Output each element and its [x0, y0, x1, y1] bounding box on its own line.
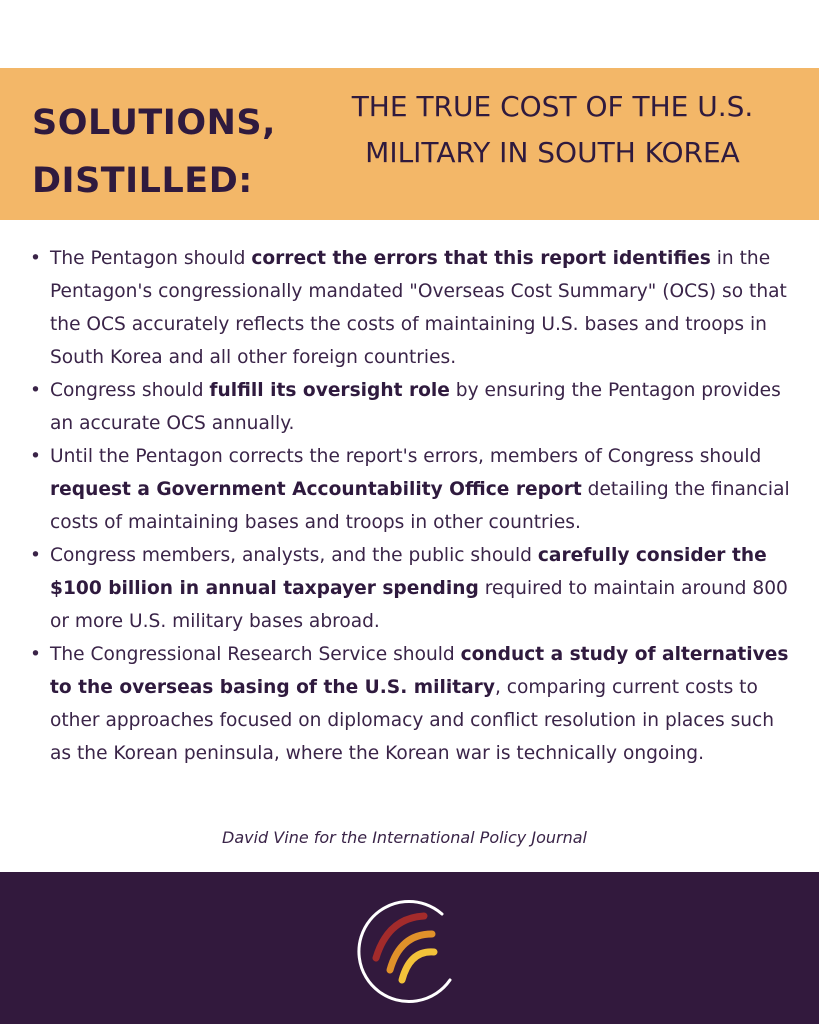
bullet-emphasis: conduct a study of alternatives to the overseas basing of the U.S. military [50, 644, 789, 698]
journal-arc-logo-icon [350, 888, 470, 1008]
list-item [28, 638, 798, 770]
bullet-text: The Pentagon should [50, 248, 252, 269]
banner-subtitle-line1: THE TRUE COST OF THE U.S. [351, 90, 754, 123]
list-item [28, 539, 798, 638]
list-item [28, 242, 798, 374]
bullet-emphasis: carefully consider the $100 billion in annual taxpayer spending [50, 545, 767, 599]
banner-heading [32, 94, 276, 210]
bullet-text: Congress should [50, 380, 210, 401]
banner-heading-line1: SOLUTIONS, [32, 103, 276, 143]
title-banner [0, 68, 819, 220]
bullet-text: The Congressional Research Service should [50, 644, 461, 665]
solutions-list [28, 242, 798, 770]
bullet-text: detailing the financial costs of maintaining bases and troops in other countries. [50, 479, 790, 533]
bullet-text: Until the Pentagon corrects the report's errors, members of Congress should [50, 446, 762, 467]
bullet-text: , comparing current costs to other approaches focused on diplomacy and conflict resolution in places such as the Korean peninsula, where the Korean war is technically ongoing. [50, 677, 775, 764]
bullet-emphasis: request a Government Accountability Office report [50, 479, 582, 500]
banner-subtitle [300, 84, 805, 176]
bullet-text: by ensuring the Pentagon provides an accurate OCS annually. [50, 380, 781, 434]
banner-subtitle-line2: MILITARY IN SOUTH KOREA [365, 136, 740, 169]
author-credit: David Vine for the International Policy Journal [222, 828, 587, 847]
list-item [28, 440, 798, 539]
bullet-text: in the Pentagon's congressionally mandated "Overseas Cost Summary" (OCS) so that the OCS accurately reflects the costs of maintaining U.S. bases and troops in South Korea and all other foreign countries. [50, 248, 787, 368]
list-item [28, 374, 798, 440]
bullet-text: Congress members, analysts, and the public should [50, 545, 538, 566]
banner-heading-line2: DISTILLED: [32, 161, 253, 201]
bullet-emphasis: correct the errors that this report identifies [251, 248, 711, 269]
bullet-emphasis: fulfill its oversight role [209, 380, 450, 401]
bullet-text: required to maintain around 800 or more U.S. military bases abroad. [50, 578, 788, 632]
